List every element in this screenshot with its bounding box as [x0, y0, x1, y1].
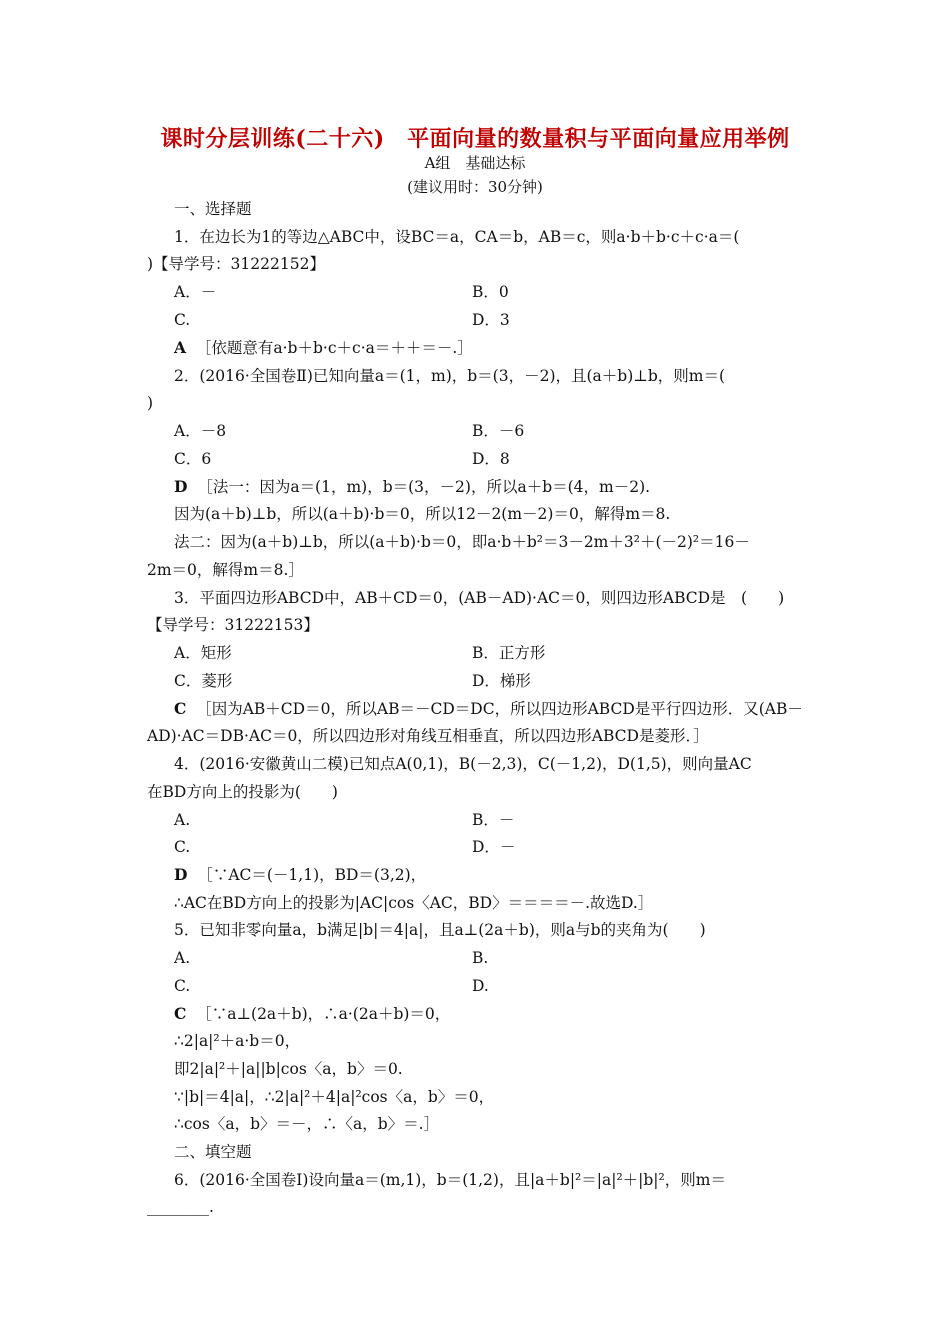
q6-answer-blank: ________.: [147, 1198, 214, 1216]
q1-stem: 1．在边长为1的等边△ABC中，设BC＝a，CA＝b，AB＝c，则a·b＋b·c＋c·a＝(: [174, 228, 740, 246]
q4-option-c: C.: [174, 838, 191, 856]
q5-solution-2: ∴2|a|²＋a·b＝0，: [174, 1032, 301, 1050]
q3-stem: 3．平面四边形ABCD中，AB＋CD＝0，(AB－AD)·AC＝0，则四边形ABCD是 ( ): [174, 589, 785, 607]
q5-option-b: B.: [472, 949, 489, 967]
q1-stem-cont: )【导学号：31222152】: [147, 255, 325, 273]
page-title: 课时分层训练(二十六) 平面向量的数量积与平面向量应用举例: [160, 126, 790, 152]
q3-stem-cont: 【导学号：31222153】: [147, 616, 319, 634]
q2-answer-line: [174, 477, 650, 497]
group-label: A组 基础达标: [424, 154, 526, 172]
q3-option-a: A．矩形: [174, 644, 232, 662]
q3-option-c: C．菱形: [174, 672, 233, 690]
q2-option-c: C．6: [174, 450, 212, 468]
q2-stem: 2．(2016·全国卷Ⅱ)已知向量a＝(1，m)，b＝(3，－2)，且(a＋b)⊥b，则m＝(: [174, 367, 726, 385]
q5-option-d: D.: [472, 977, 489, 995]
q5-answer-line: [174, 1004, 450, 1024]
q5-solution-3: 即2|a|²＋|a||b|cos〈a，b〉＝0.: [174, 1060, 403, 1078]
q5-option-c: C.: [174, 977, 191, 995]
q5-stem: 5．已知非零向量a，b满足|b|＝4|a|，且a⊥(2a＋b)，则a与b的夹角为( ): [174, 921, 706, 939]
q1-solution: ［依题意有a·b＋b·c＋c·a＝＋＋＝－.］: [195, 339, 473, 357]
q5-option-a: A.: [174, 949, 191, 967]
q1-answer-line: [174, 338, 473, 358]
q5-answer: C: [174, 1004, 187, 1023]
q3-answer-line: [174, 699, 803, 719]
q5-solution-4: ∵|b|＝4|a|，∴2|a|²＋4|a|²cos〈a，b〉＝0，: [174, 1088, 495, 1106]
q1-answer: A: [174, 338, 187, 357]
q3-solution-1: ［因为AB＋CD＝0，所以AB＝－CD＝DC，所以四边形ABCD是平行四边形．又(AB－: [196, 700, 803, 718]
q4-stem: 4．(2016·安徽黄山二模)已知点A(0,1)，B(－2,3)，C(－1,2)，D(1,5)，则向量AC: [174, 755, 752, 773]
q2-solution-3: 法二：因为(a＋b)⊥b，所以(a＋b)·b＝0，即a·b＋b²＝3－2m＋3²＋(－2)²＝16－: [174, 533, 750, 551]
suggested-time: (建议用时：30分钟): [407, 178, 543, 196]
q3-answer: C: [174, 699, 187, 718]
q4-solution-1: ［∵AC＝(－1,1)，BD＝(3,2)，: [197, 866, 427, 884]
q1-option-b: B．0: [472, 283, 509, 301]
q4-answer: D: [174, 865, 188, 884]
q2-solution-2: 因为(a＋b)⊥b，所以(a＋b)·b＝0，所以12－2(m－2)＝0，解得m＝8.: [174, 505, 671, 523]
q2-stem-cont: ): [147, 394, 154, 412]
q6-stem: 6．(2016·全国卷Ⅰ)设向量a＝(m,1)，b＝(1,2)，且|a＋b|²＝|a|²＋|b|²，则m＝: [174, 1171, 726, 1189]
q2-option-b: B．－6: [472, 422, 525, 440]
section-choice-heading: 一、选择题: [174, 200, 252, 218]
q4-answer-line: [174, 865, 426, 885]
q4-stem-cont: 在BD方向上的投影为( ): [147, 783, 338, 801]
q5-solution-5: ∴cos〈a，b〉＝－，∴〈a，b〉＝.］: [174, 1115, 440, 1133]
q4-option-d: D．－: [472, 838, 516, 856]
q3-option-b: B．正方形: [472, 644, 546, 662]
q4-solution-2: ∴AC在BD方向上的投影为|AC|cos〈AC，BD〉＝＝＝＝－.故选D.］: [174, 894, 654, 912]
section-fill-heading: 二、填空题: [174, 1143, 252, 1161]
q2-option-a: A．－8: [174, 422, 227, 440]
q4-option-a: A.: [174, 811, 191, 829]
q2-option-d: D．8: [472, 450, 510, 468]
q3-option-d: D．梯形: [472, 672, 531, 690]
q1-option-c: C.: [174, 311, 191, 329]
q2-solution-4: 2m＝0，解得m＝8.］: [147, 561, 304, 579]
q4-option-b: B．－: [472, 811, 515, 829]
q5-solution-1: ［∵a⊥(2a＋b)，∴a·(2a＋b)＝0，: [196, 1005, 451, 1023]
q2-solution-1: ［法一：因为a＝(1，m)，b＝(3，－2)，所以a＋b＝(4，m－2).: [197, 478, 651, 496]
q2-answer: D: [174, 477, 188, 496]
q3-solution-2: AD)·AC＝DB·AC＝0，所以四边形对角线互相垂直，所以四边形ABCD是菱形．］: [147, 727, 709, 745]
q1-option-d: D．3: [472, 311, 510, 329]
q1-option-a: A．－: [174, 283, 217, 301]
